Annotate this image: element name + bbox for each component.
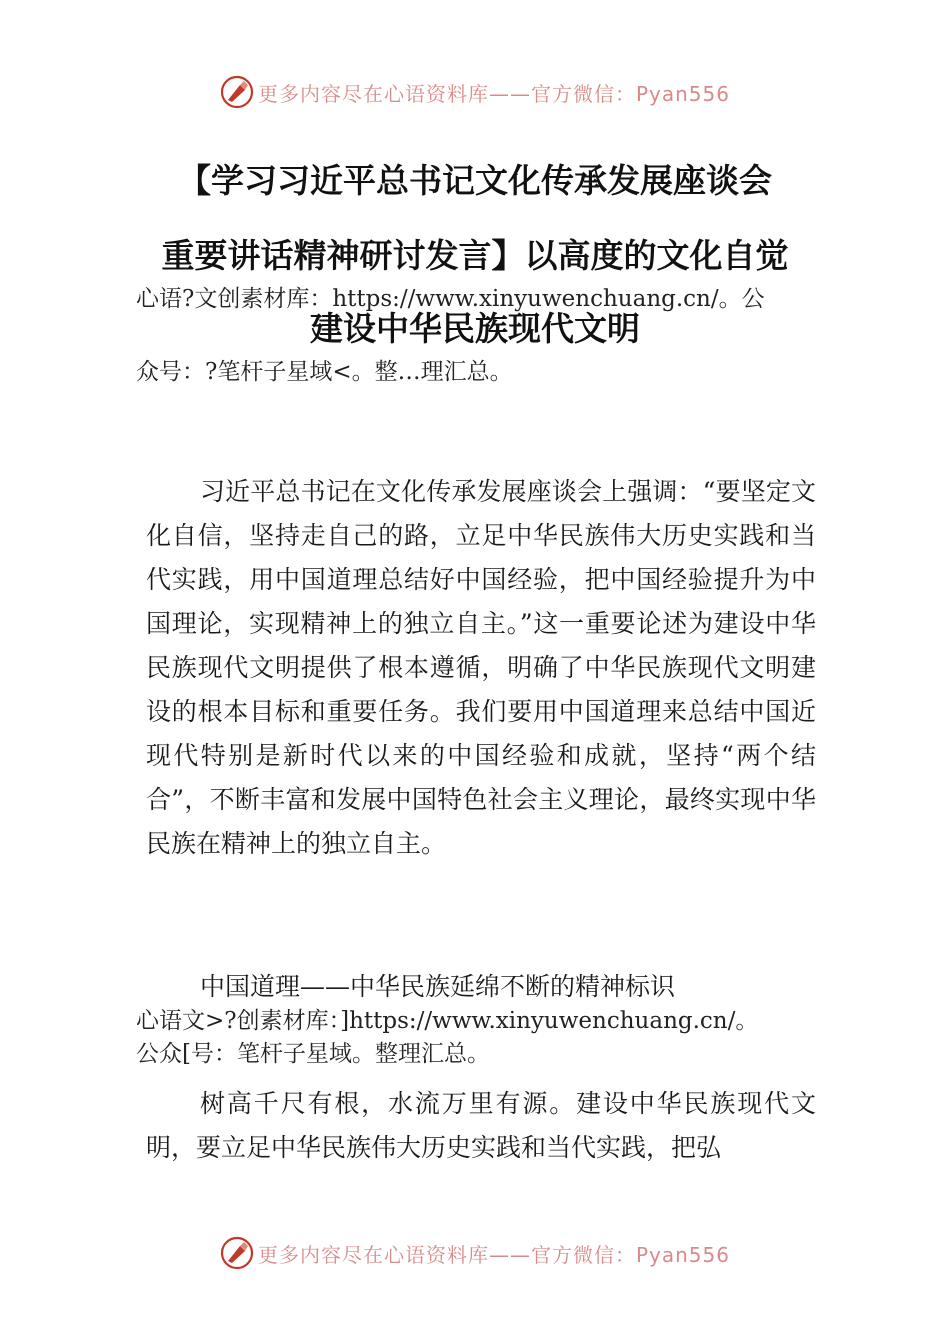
banner-text: 更多内容尽在心语资料库——官方微信：Pyan556 bbox=[257, 81, 730, 106]
body-paragraph-2: 树高千尺有根，水流万里有源。建设中华民族现代文明，要立足中华民族伟大历史实践和当代实践，把弘 bbox=[146, 1089, 816, 1162]
watermark-2-line-1: 心语文>?创素材库：]https://www.xinyuwenchuang.cn/。 bbox=[136, 1008, 759, 1034]
header-banner bbox=[0, 72, 950, 112]
section-subheading: 中国道理——中华民族延绵不断的精神标识 bbox=[200, 972, 676, 1001]
watermark-1-line-2: 众号：?笔杆子星域<。整…理汇总。 bbox=[136, 359, 513, 385]
pen-nib-logo-icon bbox=[220, 1236, 254, 1270]
banner-text: 更多内容尽在心语资料库——官方微信：Pyan556 bbox=[257, 1242, 730, 1267]
title-line-2: 重要讲话精神研讨发言】以高度的文化自觉 bbox=[161, 236, 789, 275]
pen-nib-logo-icon bbox=[220, 75, 254, 109]
watermark-1-line-1: 心语?文创素材库：https://www.xinyuwenchuang.cn/。公 bbox=[136, 286, 765, 312]
footer-banner bbox=[0, 1233, 950, 1273]
body-paragraph-1: 习近平总书记在文化传承发展座谈会上强调：“要坚定文化自信，坚持走自己的路，立足中华民族伟大历史实践和当代实践，用中国道理总结好中国经验，把中国经验提升为中国理论，实现精神上的独立自主。”这一重要论述为建设中华民族现代文明提供了根本遵循，明确了中华民族现代文明建设的根本目标和重要任务。我们要用中国道理来总结中国近现代特别是新时代以来的中国经验和成就，坚持“两个结合”，不断丰富和发展中国特色社会主义理论，最终实现中华民族在精神上的独立自主。 bbox=[146, 477, 816, 858]
watermark-2-line-2: 公众[号：笔杆子星域。整理汇总。 bbox=[136, 1041, 490, 1067]
title-line-1: 【学习习近平总书记文化传承发展座谈会 bbox=[178, 161, 772, 200]
title-line-3: 建设中华民族现代文明 bbox=[310, 309, 640, 348]
